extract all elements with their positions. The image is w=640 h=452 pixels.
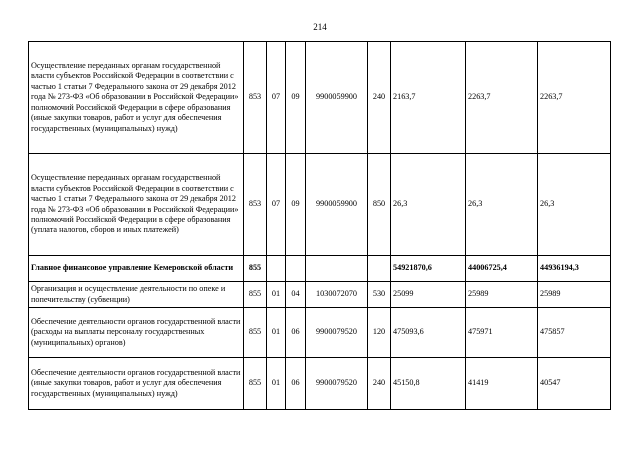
- subsection-code: [286, 256, 306, 282]
- target-article-code: 9900079520: [306, 358, 368, 410]
- amount-year-1: 45150,8: [391, 358, 466, 410]
- row-description: Организация и осуществление деятельности по опеке и попечительству (субвенции): [29, 282, 244, 308]
- table-row: [29, 308, 611, 358]
- row-description: Обеспечение деятельности органов государственной власти (расходы на выплаты персоналу государственных (муниципальных) органов): [29, 308, 244, 358]
- table-row: [29, 256, 611, 282]
- section-code: [267, 256, 286, 282]
- expense-type-code: [368, 256, 391, 282]
- expense-type-code: 530: [368, 282, 391, 308]
- expense-type-code: 850: [368, 154, 391, 256]
- amount-year-3: 26,3: [538, 154, 611, 256]
- table-row: [29, 42, 611, 154]
- amount-year-1: 475093,6: [391, 308, 466, 358]
- ministry-code: 855: [244, 256, 267, 282]
- amount-year-1: 25099: [391, 282, 466, 308]
- target-article-code: 9900059900: [306, 154, 368, 256]
- table-row: [29, 358, 611, 410]
- subsection-code: 06: [286, 308, 306, 358]
- ministry-code: 855: [244, 308, 267, 358]
- amount-year-3: 40547: [538, 358, 611, 410]
- ministry-code: 855: [244, 282, 267, 308]
- section-code: 01: [267, 308, 286, 358]
- row-description: Осуществление переданных органам государственной власти субъектов Российской Федерации в соответствии с частью 1 статьи 7 Федерального закона от 29 декабря 2012 года № 273-ФЗ «Об образовании в Российской Федерации» полномочий Российской Федерации в сфере образования (иные закупки товаров, работ и услуг для обеспечения государственных (муниципальных) нужд): [29, 42, 244, 154]
- target-article-code: 1030072070: [306, 282, 368, 308]
- amount-year-2: 41419: [466, 358, 538, 410]
- row-description: Осуществление переданных органам государственной власти субъектов Российской Федерации в соответствии с частью 1 статьи 7 Федерального закона от 29 декабря 2012 года № 273-ФЗ «Об образовании в Российской Федерации» полномочий Российской Федерации в сфере образования (уплата налогов, сборов и иных платежей): [29, 154, 244, 256]
- subsection-code: 06: [286, 358, 306, 410]
- section-code: 07: [267, 154, 286, 256]
- amount-year-1: 26,3: [391, 154, 466, 256]
- amount-year-2: 26,3: [466, 154, 538, 256]
- expense-type-code: 240: [368, 42, 391, 154]
- amount-year-2: 44006725,4: [466, 256, 538, 282]
- section-code: 07: [267, 42, 286, 154]
- target-article-code: 9900079520: [306, 308, 368, 358]
- amount-year-2: 475971: [466, 308, 538, 358]
- page-number: 214: [313, 22, 327, 32]
- amount-year-2: 2263,7: [466, 42, 538, 154]
- target-article-code: [306, 256, 368, 282]
- amount-year-1: 54921870,6: [391, 256, 466, 282]
- row-description: Главное финансовое управление Кемеровской области: [29, 256, 244, 282]
- section-code: 01: [267, 282, 286, 308]
- ministry-code: 855: [244, 358, 267, 410]
- table-row: [29, 282, 611, 308]
- table-row: [29, 154, 611, 256]
- budget-table: [28, 41, 611, 410]
- target-article-code: 9900059900: [306, 42, 368, 154]
- row-description: Обеспечение деятельности органов государственной власти (иные закупки товаров, работ и услуг для обеспечения государственных (муниципальных) нужд): [29, 358, 244, 410]
- amount-year-3: 475857: [538, 308, 611, 358]
- amount-year-1: 2163,7: [391, 42, 466, 154]
- amount-year-3: 2263,7: [538, 42, 611, 154]
- subsection-code: 09: [286, 42, 306, 154]
- section-code: 01: [267, 358, 286, 410]
- ministry-code: 853: [244, 154, 267, 256]
- expense-type-code: 240: [368, 358, 391, 410]
- subsection-code: 09: [286, 154, 306, 256]
- expense-type-code: 120: [368, 308, 391, 358]
- ministry-code: 853: [244, 42, 267, 154]
- amount-year-3: 25989: [538, 282, 611, 308]
- amount-year-2: 25989: [466, 282, 538, 308]
- amount-year-3: 44936194,3: [538, 256, 611, 282]
- subsection-code: 04: [286, 282, 306, 308]
